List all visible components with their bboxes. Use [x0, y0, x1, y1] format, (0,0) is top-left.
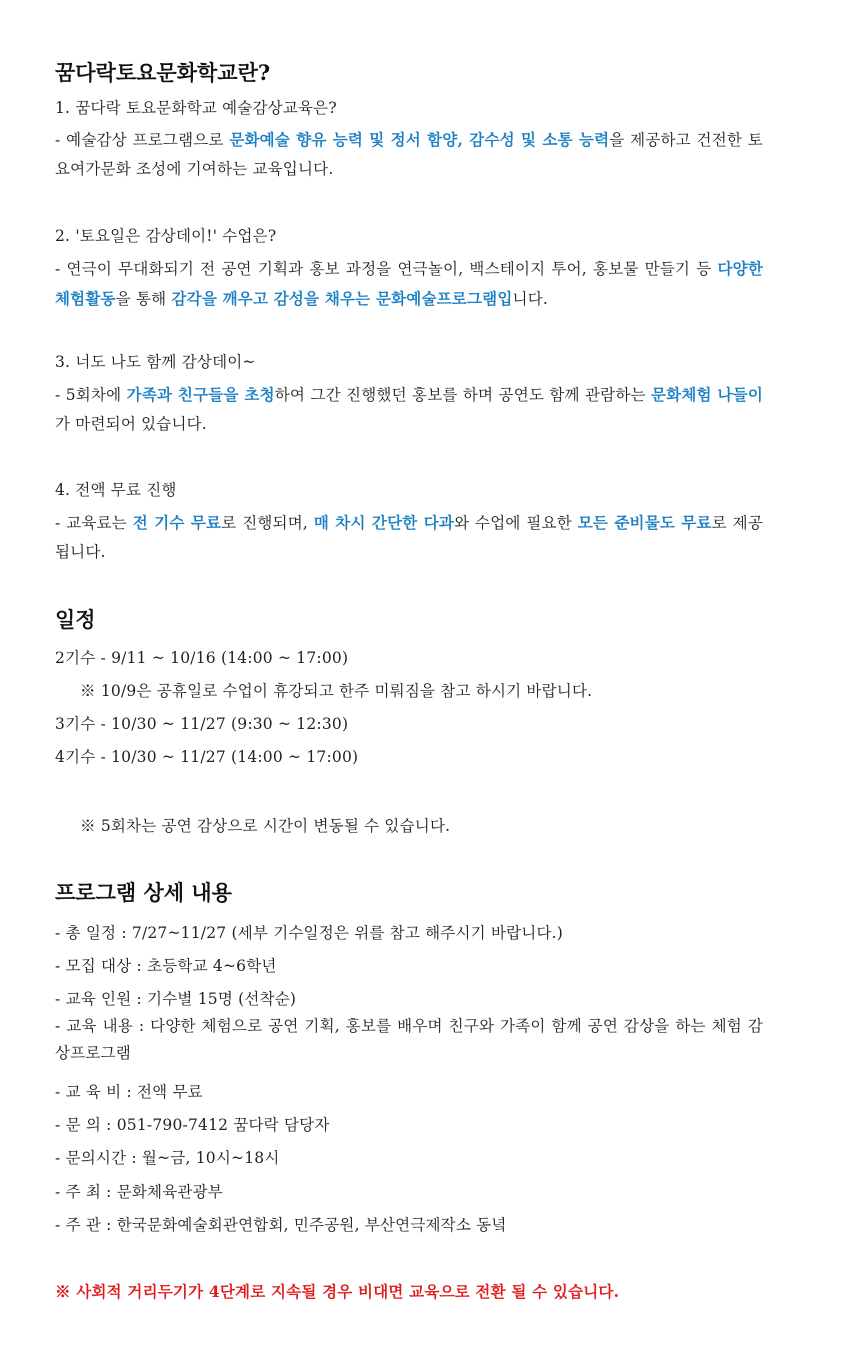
detail-item: - 모집 대상 : 초등학교 4~6학년: [55, 957, 277, 975]
warning-notice: ※ 사회적 거리두기가 4단계로 지속될 경우 비대면 교육으로 전환 될 수 있습니다.: [55, 1282, 620, 1301]
q4-paragraph: [55, 508, 763, 567]
q3-text-pre: - 5회차에: [55, 386, 127, 404]
q3-text-post: 가 마련되어 있습니다.: [55, 415, 207, 433]
q3-text-mid: 하여 그간 진행했던 홍보를 하며 공연도 함께 관람하는: [274, 386, 651, 404]
details-title: 프로그램 상세 내용: [55, 880, 232, 905]
q4-text-pre: - 교육료는: [55, 514, 133, 532]
detail-item: - 교육 인원 : 기수별 15명 (선착순): [55, 990, 297, 1008]
detail-item: - 교육 내용 : 다양한 체험으로 공연 기획, 홍보를 배우며 친구와 가족이 함께 공연 감상을 하는 체험 감상프로그램: [55, 1017, 763, 1062]
schedule-row-note: ※ 10/9은 공휴일로 수업이 휴강되고 한주 미뤄짐을 참고 하시기 바랍니다.: [80, 682, 593, 700]
q2-text-mid: 을 통해: [115, 290, 172, 308]
detail-item: - 교 육 비 : 전액 무료: [55, 1083, 203, 1101]
detail-item: - 주 관 : 한국문화예술회관연합회, 민주공원, 부산연극제작소 동녘: [55, 1216, 507, 1234]
schedule-row: 3기수 - 10/30 ~ 11/27 (9:30 ~ 12:30): [55, 715, 349, 733]
q4-text-post: 로 제공됩니다.: [55, 514, 764, 561]
q2-heading: 2. '토요일은 감상데이!' 수업은?: [55, 227, 277, 245]
detail-item: - 문 의 : 051-790-7412 꿈다락 담당자: [55, 1116, 330, 1134]
q4-heading: 4. 전액 무료 진행: [55, 481, 177, 499]
q4-highlight-3: 모든 준비물도 무료: [577, 513, 712, 532]
q2-text-post: 니다.: [512, 290, 548, 308]
q2-highlight-1: 다양한 체험활동: [55, 259, 763, 308]
q4-text-mid-1: 로 진행되며,: [221, 514, 314, 532]
q1-highlight: 문화예술 향유 능력 및 정서 함양, 감수성 및 소통 능력: [229, 130, 610, 149]
q1-heading: 1. 꿈다락 토요문화학교 예술감상교육은?: [55, 99, 337, 117]
q4-text-mid-2: 와 수업에 필요한: [454, 514, 578, 532]
q1-paragraph: [55, 125, 763, 184]
q3-highlight-1: 가족과 친구들을 초청: [126, 385, 275, 404]
q2-paragraph: [55, 254, 763, 314]
q4-highlight-1: 전 기수 무료: [132, 513, 222, 532]
detail-item: - 총 일정 : 7/27~11/27 (세부 기수일정은 위를 참고 해주시기 바랍니다.): [55, 924, 564, 942]
intro-title: 꿈다락토요문화학교란?: [55, 60, 271, 85]
q2-highlight-2: 감각을 깨우고 감성을 채우는 문화예술프로그램입: [171, 289, 513, 308]
q3-heading: 3. 너도 나도 함께 감상데이~: [55, 353, 256, 371]
q2-text-pre: - 연극이 무대화되기 전 공연 기획과 홍보 과정을 연극놀이, 백스테이지 투어, 홍보물 만들기 등: [55, 260, 718, 278]
q3-paragraph: [55, 380, 763, 439]
q4-highlight-2: 매 차시 간단한 다과: [313, 513, 455, 532]
schedule-note: ※ 5회차는 공연 감상으로 시간이 변동될 수 있습니다.: [80, 817, 451, 835]
schedule-row: 2기수 - 9/11 ~ 10/16 (14:00 ~ 17:00): [55, 649, 349, 667]
q1-text-pre: - 예술감상 프로그램으로: [55, 131, 230, 149]
schedule-title: 일정: [55, 607, 96, 632]
detail-item: - 문의시간 : 월~금, 10시~18시: [55, 1149, 280, 1167]
detail-item: - 주 최 : 문화체육관광부: [55, 1183, 223, 1201]
q3-highlight-2: 문화체험 나들이: [651, 385, 763, 404]
q1-text-post: 을 제공하고 건전한 토요여가문화 조성에 기여하는 교육입니다.: [55, 131, 763, 178]
schedule-row: 4기수 - 10/30 ~ 11/27 (14:00 ~ 17:00): [55, 748, 359, 766]
